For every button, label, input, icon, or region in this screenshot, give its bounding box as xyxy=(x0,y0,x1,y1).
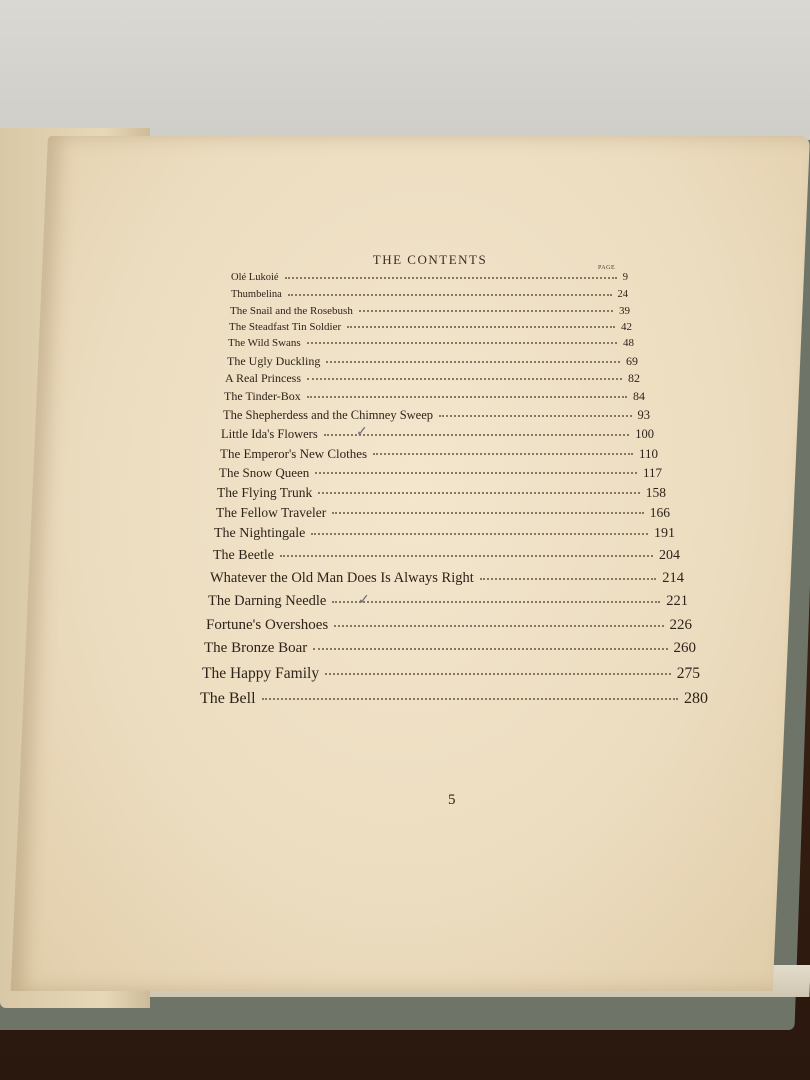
toc-entry-page: 260 xyxy=(673,640,696,656)
dot-leader xyxy=(307,396,627,398)
toc-entry-title: The Bell xyxy=(200,690,256,707)
toc-entry xyxy=(210,570,684,587)
dot-leader xyxy=(332,601,660,603)
toc-entry-page: 24 xyxy=(617,289,628,300)
toc-entry-page: 214 xyxy=(662,570,684,586)
toc-entry xyxy=(213,548,680,564)
toc-entry xyxy=(216,505,670,521)
toc-entry xyxy=(230,305,630,317)
toc-entry xyxy=(227,354,638,369)
toc-entry-title: Little Ida's Flowers xyxy=(221,427,318,441)
toc-entry-title: The Emperor's New Clothes xyxy=(220,446,368,461)
toc-entry xyxy=(231,272,628,283)
toc-entry-page: 48 xyxy=(623,337,634,349)
toc-entry-title: The Nightingale xyxy=(214,526,306,541)
dot-leader xyxy=(280,555,653,557)
toc-entry xyxy=(223,408,650,423)
toc-entry-title: The Snow Queen xyxy=(219,465,310,480)
toc-entry xyxy=(206,617,692,634)
toc-entry xyxy=(200,690,708,708)
toc-entry-page: 39 xyxy=(619,305,630,317)
dot-leader xyxy=(313,648,667,650)
toc-entry-page: 166 xyxy=(649,505,670,520)
toc-entry xyxy=(231,289,628,300)
dot-leader xyxy=(307,378,622,380)
pencil-check-mark: ✓ xyxy=(356,425,368,440)
toc-entry-title: The Tinder-Box xyxy=(224,389,301,403)
toc-entry-page: 84 xyxy=(633,389,645,403)
toc-entry-title: The Shepherdess and the Chimney Sweep xyxy=(223,408,434,422)
dot-leader xyxy=(262,698,678,700)
toc-entry xyxy=(229,321,632,333)
dot-leader xyxy=(315,472,637,474)
dot-leader xyxy=(373,453,633,455)
toc-entry-title: The Steadfast Tin Soldier xyxy=(229,321,342,333)
toc-entry-page: 93 xyxy=(637,408,650,422)
toc-entry-page: 117 xyxy=(642,465,662,480)
toc-entry-title: The Beetle xyxy=(213,548,275,563)
toc-entry xyxy=(219,465,662,481)
dot-leader xyxy=(480,578,656,580)
toc-entry-page: 100 xyxy=(635,427,654,441)
contents-heading: THE CONTENTS xyxy=(372,252,488,267)
dot-leader xyxy=(288,294,612,296)
toc-entry-page: 275 xyxy=(676,665,700,682)
toc-entry-title: Olé Lukoié xyxy=(231,272,279,283)
toc-entry xyxy=(204,640,696,657)
toc-entry-page: 82 xyxy=(628,371,640,385)
toc-entry xyxy=(225,371,640,386)
toc-entry-page: 9 xyxy=(622,272,628,283)
toc-entry-page: 280 xyxy=(684,690,708,707)
toc-entry xyxy=(221,427,654,442)
toc-entry-page: 204 xyxy=(659,548,680,563)
page-column-label: PAGE xyxy=(598,265,616,271)
dot-leader xyxy=(311,533,648,535)
dot-leader xyxy=(359,310,613,312)
dot-leader xyxy=(307,342,617,344)
toc-entry-title: The Darning Needle xyxy=(208,593,327,609)
toc-entry xyxy=(202,665,700,683)
toc-entry-page: 110 xyxy=(638,446,658,461)
toc-entry-page: 158 xyxy=(645,485,666,500)
dot-leader xyxy=(347,326,615,328)
dot-leader xyxy=(334,625,663,627)
toc-entry-title: The Snail and the Rosebush xyxy=(230,305,353,317)
toc-entry-title: Thumbelina xyxy=(231,289,282,300)
toc-entry-title: The Wild Swans xyxy=(228,337,301,349)
dot-leader xyxy=(326,361,620,363)
toc-entry-page: 191 xyxy=(654,526,675,541)
dot-leader xyxy=(324,434,630,436)
toc-entry xyxy=(224,389,645,404)
dot-leader xyxy=(325,673,671,675)
toc-entry-page: 226 xyxy=(669,617,692,633)
toc-entry-title: Fortune's Overshoes xyxy=(206,617,329,633)
page-number: 5 xyxy=(448,792,456,808)
toc-entry-title: A Real Princess xyxy=(225,371,301,385)
toc-entry xyxy=(214,526,675,542)
toc-entry-title: The Ugly Duckling xyxy=(227,354,321,368)
pencil-check-mark: ✓ xyxy=(358,593,370,608)
toc-entry-title: The Flying Trunk xyxy=(217,485,313,500)
toc-entry xyxy=(220,446,658,462)
toc-entry-page: 69 xyxy=(626,354,638,368)
toc-entry-title: The Bronze Boar xyxy=(204,640,308,656)
toc-entry xyxy=(217,485,666,501)
toc-entry-title: The Fellow Traveler xyxy=(216,505,327,520)
toc-entry-page: 221 xyxy=(666,593,688,609)
dot-leader xyxy=(318,492,639,494)
toc-entry xyxy=(208,593,688,610)
dot-leader xyxy=(439,415,631,417)
toc-entry-title: Whatever the Old Man Does Is Always Right xyxy=(210,570,474,586)
toc-entry-page: 42 xyxy=(621,321,632,333)
dot-leader xyxy=(332,512,644,514)
toc-entry-title: The Happy Family xyxy=(202,665,320,682)
dot-leader xyxy=(285,277,617,279)
toc-entry xyxy=(228,337,634,349)
